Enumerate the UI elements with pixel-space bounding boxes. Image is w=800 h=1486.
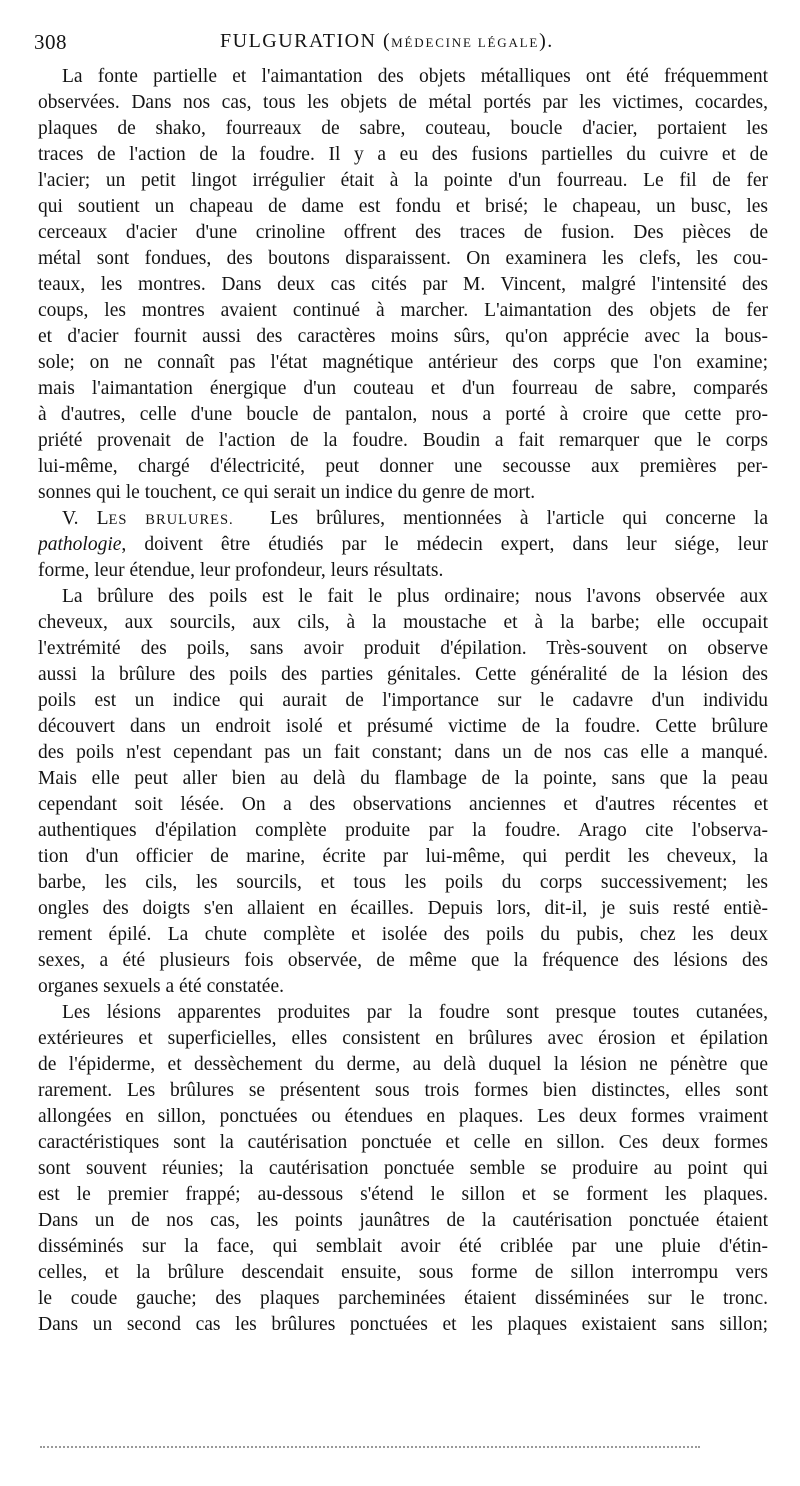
text-line: La fonte partielle et l'aimantation des objets métalliques ont été fréquemment (62, 66, 768, 87)
running-head-subtitle: MÉDECINE LÉGALE (391, 35, 540, 50)
text-line: caractéristiques sont la cautérisation ponctuée et celle en sillon. Ces deux formes (38, 1132, 768, 1153)
text-line: à d'autres, celle d'une boucle de pantalon, nous a porté à croire que cette pro- (38, 404, 768, 425)
text-line: authentiques d'épilation complète produite par la foudre. Arago cite l'observa- (38, 820, 768, 841)
body-text (38, 64, 768, 1338)
text-line: sexes, a été plusieurs fois observée, de même que la fréquence des lésions des (38, 950, 768, 971)
text-line: mais l'aimantation énergique d'un couteau et d'un fourreau de sabre, comparés (38, 378, 768, 399)
text-line: poils est un indice qui aurait de l'importance sur le cadavre d'un individu (38, 690, 768, 711)
text-line: forme, leur étendue, leur profondeur, leurs résultats. (38, 560, 444, 581)
text-line: sonnes qui le touchent, ce qui serait un indice du genre de mort. (38, 482, 536, 503)
text-line: cerceaux d'acier d'une crinoline offrent des traces de fusion. Des pièces de (38, 222, 768, 243)
text-line: traces de l'action de la foudre. Il y a eu des fusions partielles du cuivre et de (38, 144, 768, 165)
text-line: plaques de shako, fourreaux de sabre, couteau, boucle d'acier, portaient les (38, 118, 768, 139)
text-line: observées. Dans nos cas, tous les objets de métal portés par les victimes, cocardes, (38, 92, 768, 113)
text-line: cependant soit lésée. On a des observations anciennes et d'autres récentes et (38, 794, 768, 815)
text-line: découvert dans un endroit isolé et présumé victime de la foudre. Cette brûlure (38, 716, 768, 737)
text-line: extérieures et superficielles, elles consistent en brûlures avec érosion et épilation (38, 1028, 768, 1049)
text-line: aussi la brûlure des poils des parties génitales. Cette généralité de la lésion des (38, 664, 768, 685)
text-line: teaux, les montres. Dans deux cas cités par M. Vincent, malgré l'intensité des (38, 274, 768, 295)
page-number: 308 (34, 30, 67, 54)
text-line: lui-même, chargé d'électricité, peut donner une secousse aux premières per- (38, 456, 768, 477)
text-line: Les lésions apparentes produites par la foudre sont presque toutes cutanées, (62, 1002, 768, 1023)
page-header (34, 30, 770, 58)
running-head (220, 30, 554, 53)
text-line: coups, les montres avaient continué à marcher. L'aimantation des objets de fer (38, 300, 768, 321)
running-head-close: ). (539, 30, 554, 52)
text-line: cheveux, aux sourcils, aux cils, à la moustache et à la barbe; elle occupait (38, 612, 768, 633)
text-line: disséminés sur la face, qui semblait avoir été criblée par une pluie d'étin- (38, 1236, 768, 1257)
running-head-main: FULGURATION ( (220, 30, 392, 52)
text-line: des poils n'est cependant pas un fait constant; dans un de nos cas elle a manqué. (38, 742, 768, 763)
text-line: barbe, les cils, les sourcils, et tous les poils du corps successivement; les (38, 872, 768, 893)
text-line: le coude gauche; des plaques parcheminées étaient disséminées sur le tronc. (38, 1288, 768, 1309)
text-line: est le premier frappé; au-dessous s'étend le sillon et se forment les plaques. (38, 1184, 768, 1205)
text-line: sole; on ne connaît pas l'état magnétique antérieur des corps que l'on examine; (38, 352, 768, 373)
text-line: sont souvent réunies; la cautérisation ponctuée semble se produire au point qui (38, 1158, 768, 1179)
section-heading-line (38, 506, 768, 532)
section-text: Les brûlures, mentionnées à l'article qui concerne la (269, 508, 768, 529)
section-title-smallcaps: ES BRULURES. (108, 512, 234, 528)
text-line: Dans un de nos cas, les points jaunâtres de la cautérisation ponctuée étaient (38, 1210, 768, 1231)
text-line: celles, et la brûlure descendait ensuite, sous forme de sillon interrompu vers (38, 1262, 768, 1283)
text-line: l'extrémité des poils, sans avoir produit d'épilation. Très-souvent on observe (38, 638, 768, 659)
text-line: organes sexuels a été constatée. (38, 976, 284, 997)
text-line: qui soutient un chapeau de dame est fondu et brisé; le chapeau, un busc, les (38, 196, 768, 217)
text-line: pathologie, doivent être étudiés par le médecin expert, dans leur siége, leur (38, 534, 768, 555)
text-line: rement épilé. La chute complète et isolée des poils du pubis, chez les deux (38, 924, 768, 945)
text-line: La brûlure des poils est le fait le plus ordinaire; nous l'avons observée aux (62, 586, 768, 607)
italic-term: pathologie (38, 534, 122, 555)
text-line: priété provenait de l'action de la foudre. Boudin a fait remarquer que le corps (38, 430, 768, 451)
text-line: et d'acier fournit aussi des caractères moins sûrs, qu'on apprécie avec la bous- (38, 326, 768, 347)
text-line: de l'épiderme, et dessèchement du derme, au delà duquel la lésion ne pénètre que (38, 1054, 768, 1075)
text-line: tion d'un officier de marine, écrite par lui-même, qui perdit les cheveux, la (38, 846, 768, 867)
text-line: l'acier; un petit lingot irrégulier était à la pointe d'un fourreau. Le fil de fer (38, 170, 768, 191)
text-line-italic-start (38, 532, 768, 558)
section-heading (62, 508, 234, 529)
text-line: rarement. Les brûlures se présentent sous trois formes bien distinctes, elles sont (38, 1080, 768, 1101)
section-numeral: V. L (62, 508, 109, 529)
footer-divider (40, 1446, 700, 1448)
text-line: Dans un second cas les brûlures ponctuées et les plaques existaient sans sillon; (38, 1314, 768, 1335)
text-line: métal sont fondues, des boutons disparaissent. On examinera les clefs, les cou- (38, 248, 768, 269)
text-line: ongles des doigts s'en allaient en écailles. Depuis lors, dit-il, je suis resté entiè- (38, 898, 768, 919)
text-line: allongées en sillon, ponctuées ou étendues en plaques. Les deux formes vraiment (38, 1106, 768, 1127)
text-line: Mais elle peut aller bien au delà du flambage de la pointe, sans que la peau (38, 768, 768, 789)
